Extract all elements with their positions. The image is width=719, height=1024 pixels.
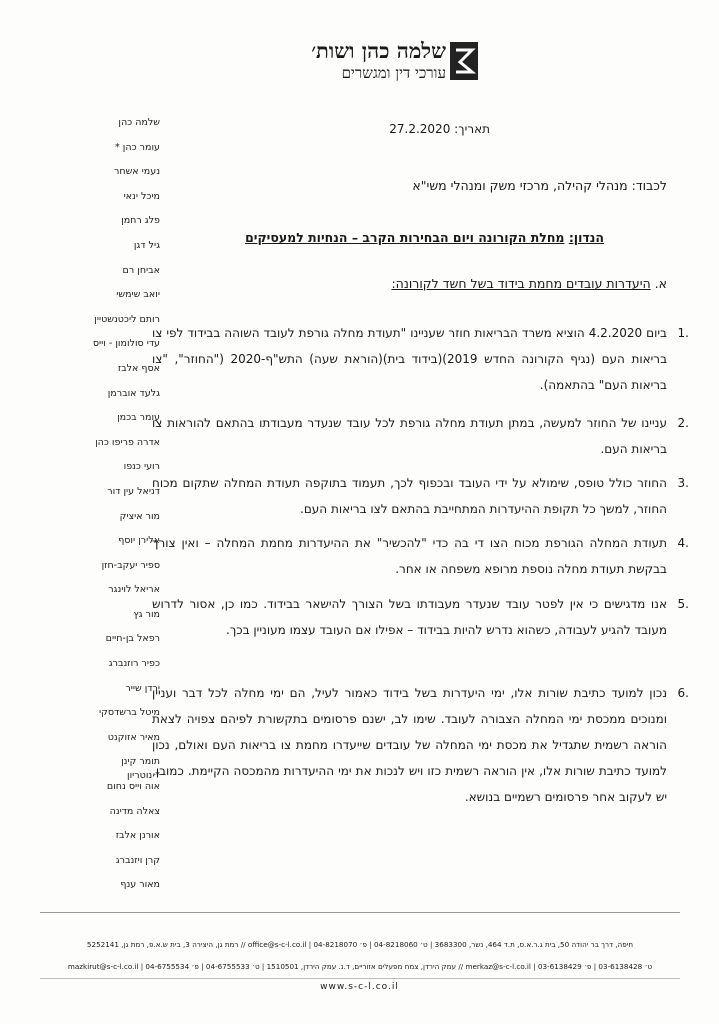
list-item-text: אנו מדגישים כי אין לפטר עובד שנעדר מעבודתו בשל הצורך להישאר בבידוד. כמו כן, אסור לדרוש מעובד להגיע לעבודה, כשהוא נדרש להיות בבידוד – אפילו אם העובד עצמו מעוניין בכך. — [152, 597, 667, 637]
partner-name: אלירן יוסף — [118, 535, 160, 547]
list-item — [152, 320, 689, 398]
footer-website: www.s-c-l.co.il — [320, 982, 399, 992]
partner-name: רועי כנפו — [123, 461, 160, 473]
partner-name: רפאל בן-חיים — [105, 633, 160, 645]
letter-date: תאריך: 27.2.2020 — [389, 122, 490, 136]
partner-name: גיל דגן — [133, 239, 160, 251]
partner-name: אסף אלבז — [117, 362, 160, 374]
partner-name: פלג רחמן — [121, 215, 160, 227]
partner-name: מיטל ברשדסקי — [99, 707, 160, 719]
list-item-number: .4 — [677, 536, 689, 550]
section-a-title: היעדרות עובדים מחמת בידוד בשל חשד לקורונה: — [391, 276, 651, 291]
subject-label: הנדון: — [568, 230, 604, 245]
partner-name: עומר בכמן — [117, 412, 160, 424]
partner-name: ירדן שייר — [125, 682, 160, 694]
recipient-line: לכבוד: מנהלי קהילה, מרכזי משק ומנהלי משי"א — [412, 178, 667, 193]
list-item-text: נכון למועד כתיבת שורות אלו, ימי היעדרות בשל בידוד כאמור לעיל, הם ימי מחלה לכל דבר ועניין ומנוכים ממכסת ימי המחלה הצבורה לעובד. שימו לב, ישנם פרסומים בתקשורת לפיהם צפויה לצאת הוראה רשמית שתגדיל את מכסת ימי המחלה של עובדים שייעדרו מחמת צו בריאות העם ואולם, נכון למועד כתיבת שורות אלו, אין הוראה רשמית כזו ויש לנכות את ימי ההיעדרות מהמכסה הקיימת. כמובן, יש לעקוב אחר פרסומים רשמיים בנושא. — [152, 686, 667, 804]
list-item — [152, 530, 689, 582]
partner-name: מאור ענף — [120, 879, 160, 891]
letterhead — [270, 38, 510, 88]
partner-name: מור איציק — [119, 510, 160, 522]
partner-name: מיכל ינאי — [123, 190, 160, 202]
partner-name: עומר כהן * — [115, 141, 160, 153]
list-item-number: .6 — [677, 686, 689, 700]
partner-name: יואב שימשי — [116, 289, 160, 301]
partner-name: נעמי אשחר — [114, 166, 160, 178]
firm-name: שלמה כהן ושות׳ — [311, 38, 446, 63]
partner-name: מאיר אזוקנט — [107, 731, 160, 743]
subject-text: מחלת הקורונה ויום הבחירות הקרב – הנחיות למעסיקים — [245, 230, 565, 245]
list-item-number: .1 — [677, 326, 689, 340]
partner-name: דניאל עין דור — [107, 485, 160, 497]
section-a-letter: א. — [654, 276, 667, 291]
partner-name: שלמה כהן — [118, 117, 160, 128]
partner-name: אביחן רם — [122, 264, 160, 276]
list-item-text: עניינו של החוזר למעשה, במתן תעודת מחלה גורפת לכל עובד שנעדר מעבודתו בהתאם להוראות צו בריאות העם. — [152, 416, 667, 456]
partner-name: אורנן אלבז — [115, 830, 160, 842]
partner-name: גלעד אוברמן — [107, 387, 160, 399]
list-item — [152, 591, 689, 643]
list-item-text: ביום 4.2.2020 הוציא משרד הבריאות חוזר שעניינו "תעודת מחלה גורפת לעובד השוהה בבידוד לפי צו בריאות העם (נגיף הקורונה החדש 2019)(בידוד בית)(הוראת שעה) התש"ף-2020 ("החוזר", "צו בריאות העם" בהתאמה). — [152, 326, 668, 392]
footer-divider-bottom — [40, 978, 680, 979]
partner-name: אריאל לוינגר — [108, 584, 160, 596]
footer-address-line-1: חיפה, דרך בר יהודה 50, בית ג.ר.א.ס, ת.ד 464, נשר, 3683300 | ט׳ 04-8218060 | פ׳ 04-8218070 | office@s-c-l.co.il // רמת גן, היצירה 3, בית ש.א.פ, רמת גן, 5252141 — [86, 940, 634, 949]
list-item — [152, 470, 689, 522]
notary-note: * נוטריון — [127, 770, 160, 781]
list-item-number: .5 — [677, 597, 689, 611]
partner-name: כפיר רוזנברג — [108, 658, 160, 670]
firm-logo-icon — [450, 42, 478, 80]
footer-divider — [40, 912, 680, 913]
partner-name: קרן ויזנברג — [115, 854, 160, 866]
partner-name: אדרה פריפו כהן — [95, 436, 160, 448]
list-item-text: תעודת המחלה הגורפת מכוח הצו די בה כדי "להכשיר" את ההיעדרות מחמת המחלה – ואין צורך בבקשת תעודת מחלה נוספת מרופא משפחה או אחר. — [152, 536, 667, 576]
list-item-number: .3 — [677, 476, 689, 490]
subject-line — [134, 230, 604, 245]
partner-name: צאלה מדינה — [109, 805, 160, 817]
list-item-number: .2 — [677, 416, 689, 430]
firm-subtitle: עורכי דין ומגשרים — [341, 64, 446, 82]
partner-name: עדי סולומון - וייס — [92, 338, 160, 350]
partner-name: ספיר יעקב-חזן — [101, 559, 160, 571]
section-a-heading — [127, 276, 667, 291]
partner-name: אוה וייס נחום — [106, 781, 160, 793]
partner-name: מור גץ — [133, 608, 160, 620]
list-item — [152, 680, 689, 810]
partner-name: תומר קינן — [121, 756, 160, 768]
partner-name: רותם ליכטנשטיין — [94, 313, 160, 325]
footer-address-line-2: ט׳ 03-6138428 | פ׳ 03-6138429 | merkaz@s-c-l.co.il // עמק הירדן, צמח מפעלים אזוריים, ד.נ. עמק הירדן, 1510501 | ט׳ 04-6755533 | פ׳ 04-6755534 | mazkirut@s-c-l.co.il — [67, 962, 653, 971]
list-item-text: החוזר כולל טופס, שימולא על ידי העובד ובכפוף לכך, תעמוד בתוקפה תעודת המחלה שתקום מכוח החוזר, למשך כל תקופת ההיעדרות המתחייבת בהתאם לצו בריאות העם. — [152, 476, 667, 516]
list-item — [152, 410, 689, 462]
